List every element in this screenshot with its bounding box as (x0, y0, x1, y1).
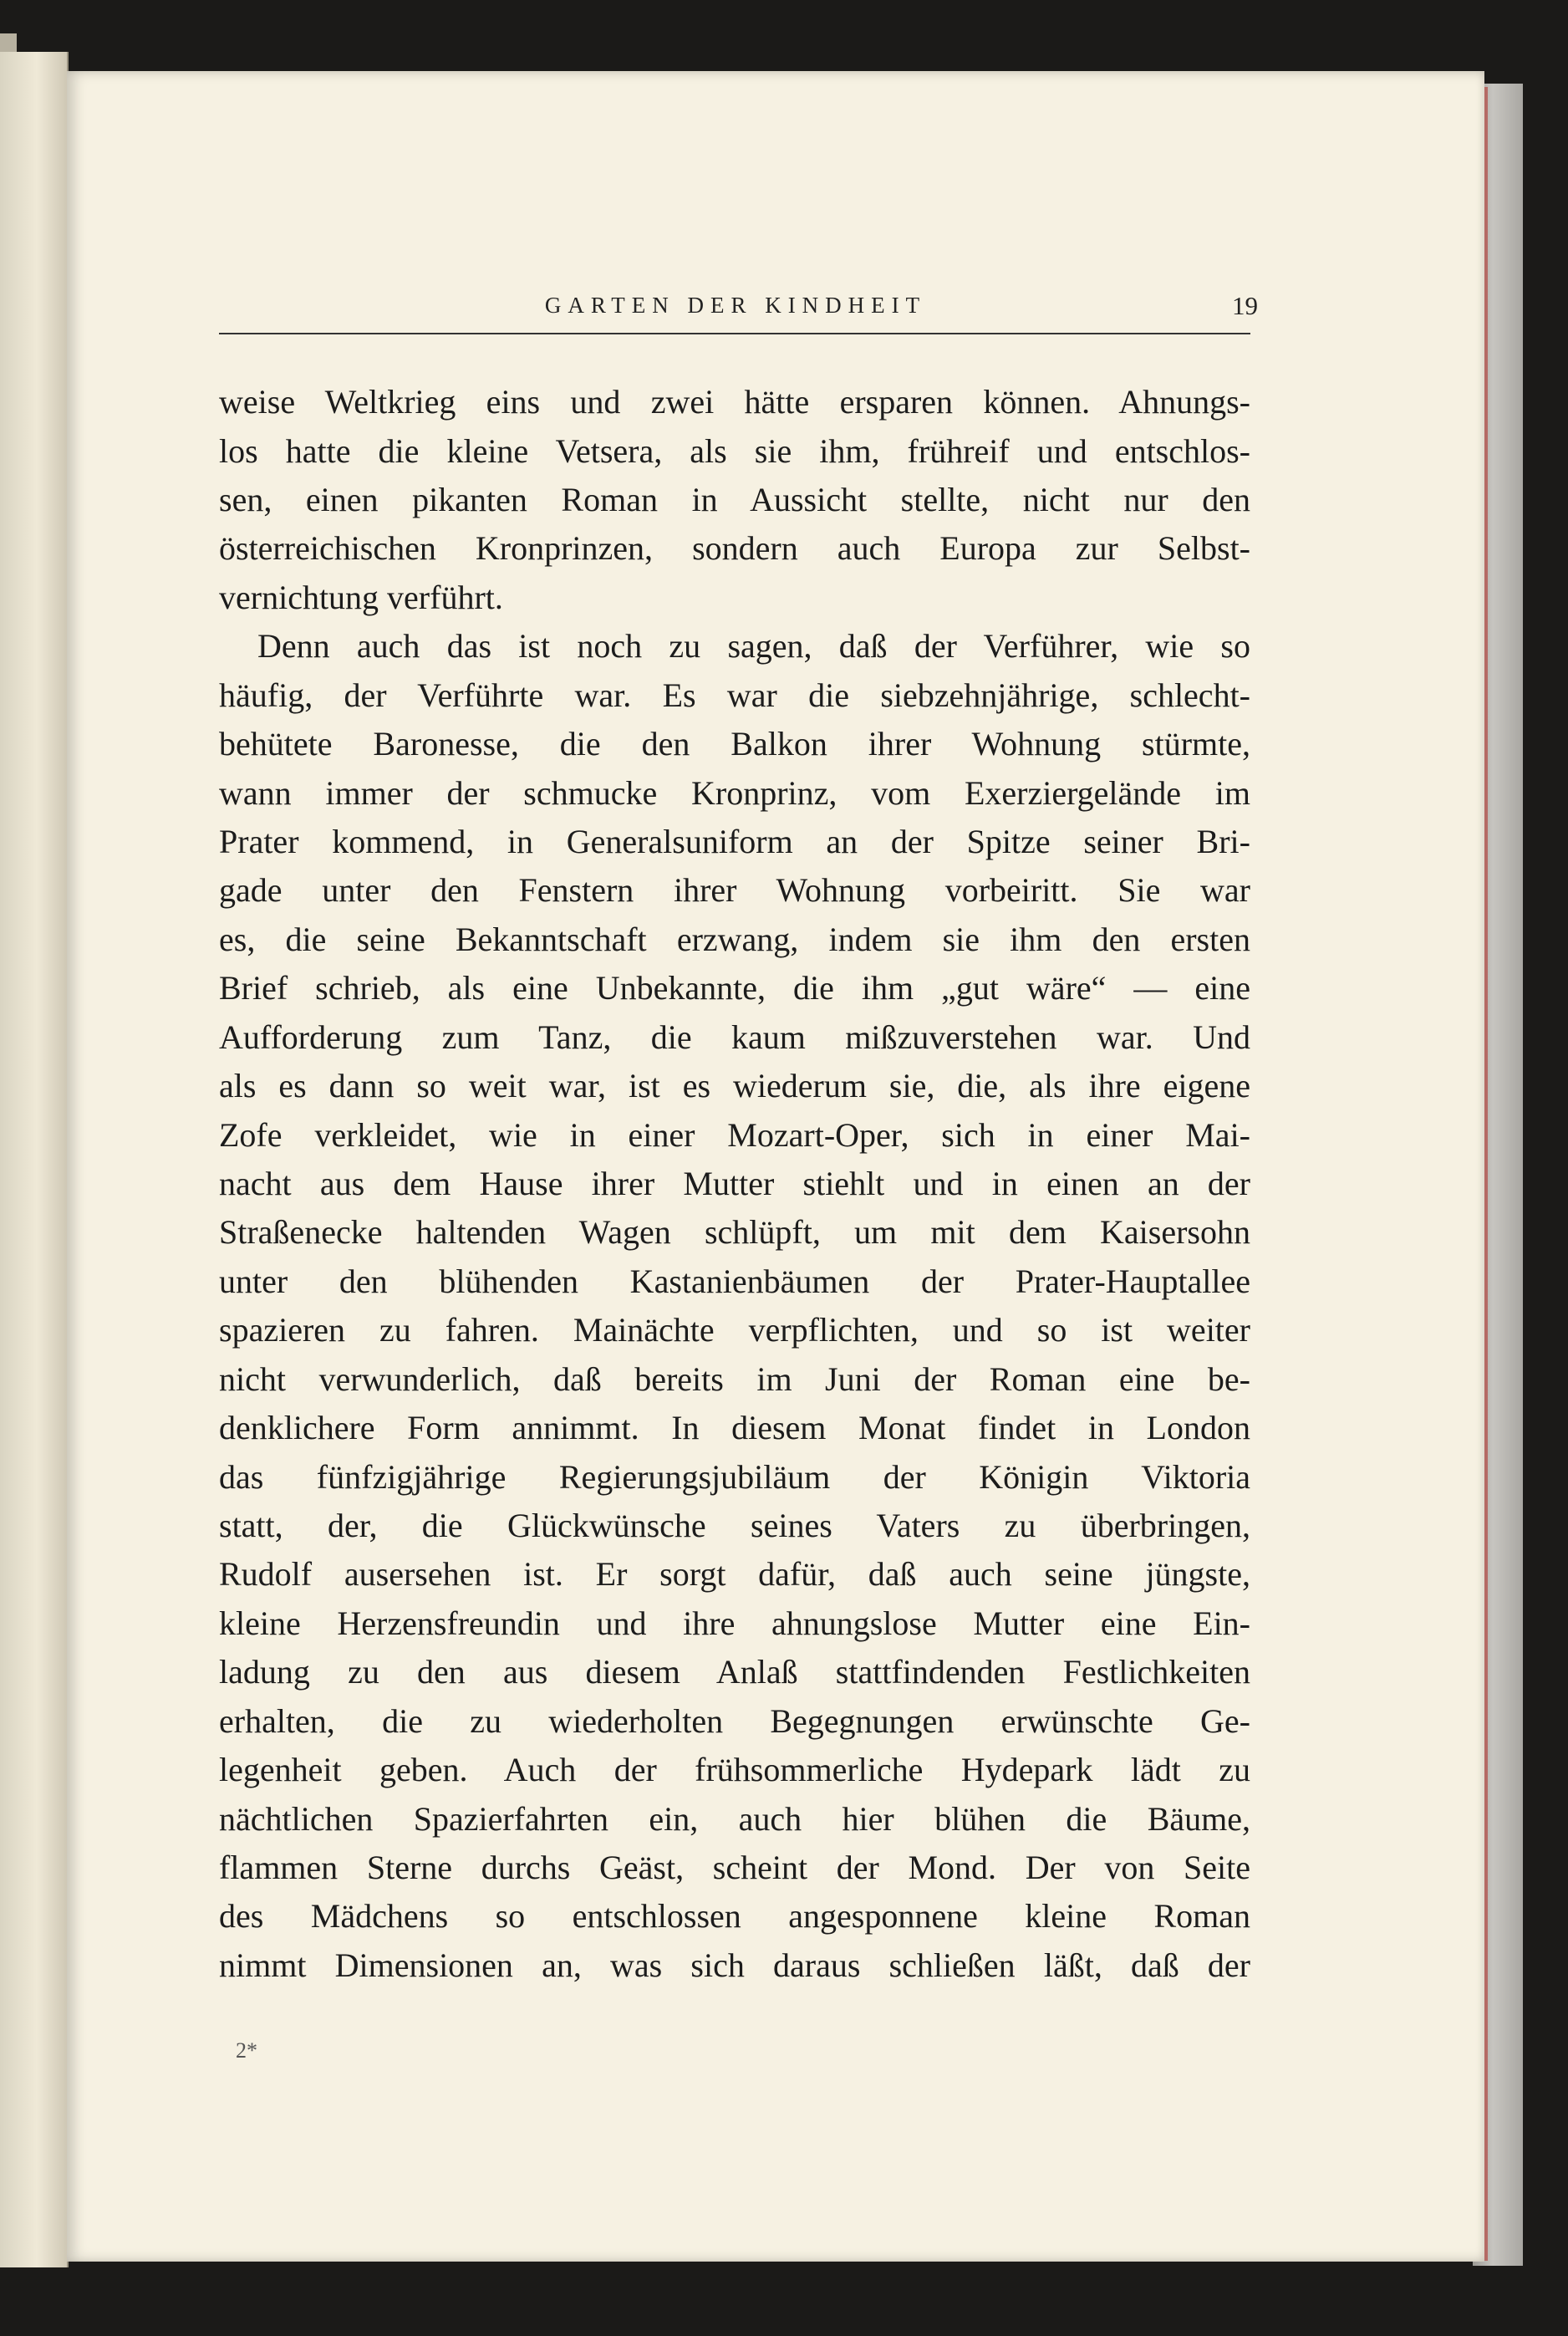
text-line: weise Weltkrieg eins und zwei hätte ersparen können. Ahnungs- (219, 383, 1250, 421)
text-line: des Mädchens so entschlossen angesponnene kleine Roman (219, 1897, 1250, 1935)
header-rule (219, 333, 1250, 334)
text-line: statt, der, die Glückwünsche seines Vaters zu überbringen, (219, 1507, 1250, 1544)
text-line: sen, einen pikanten Roman in Aussicht stellte, nicht nur den (219, 481, 1250, 518)
text-line: spazieren zu fahren. Mainächte verpflichten, und so ist weiter (219, 1311, 1250, 1349)
text-line: los hatte die kleine Vetsera, als sie ihm, frühreif und entschlos- (219, 432, 1250, 470)
text-line: Denn auch das ist noch zu sagen, daß der Verführer, wie so (257, 627, 1250, 665)
text-line: nicht verwunderlich, daß bereits im Juni der Roman eine be- (219, 1360, 1250, 1398)
text-line: unter den blühenden Kastanienbäumen der Prater-Hauptallee (219, 1262, 1250, 1300)
text-line: ladung zu den aus diesem Anlaß stattfindenden Festlichkeiten (219, 1653, 1250, 1691)
text-line: nimmt Dimensionen an, was sich daraus schließen läßt, daß der (219, 1946, 1250, 1984)
text-line: als es dann so weit war, ist es wiederum sie, die, als ihre eigene (219, 1067, 1250, 1104)
text-line: wann immer der schmucke Kronprinz, vom Exerziergelände im (219, 774, 1250, 812)
text-line: denklichere Form annimmt. In diesem Monat findet in London (219, 1409, 1250, 1446)
text-line: kleine Herzensfreundin und ihre ahnungslose Mutter eine Ein- (219, 1604, 1250, 1642)
text-line: Straßenecke haltenden Wagen schlüpft, um mit dem Kaisersohn (219, 1213, 1250, 1251)
text-line: Brief schrieb, als eine Unbekannte, die ihm „gut wäre“ — eine (219, 969, 1250, 1007)
text-line: das fünfzigjährige Regierungsjubiläum der Königin Viktoria (219, 1458, 1250, 1496)
text-line: flammen Sterne durchs Geäst, scheint der Mond. Der von Seite (219, 1849, 1250, 1886)
text-line: erhalten, die zu wiederholten Begegnungen erwünschte Ge- (219, 1702, 1250, 1740)
signature-mark: 2* (236, 2038, 257, 2063)
text-line: behütete Baronesse, die den Balkon ihrer Wohnung stürmte, (219, 725, 1250, 763)
text-line: Prater kommend, in Generalsuniform an der Spitze seiner Bri- (219, 823, 1250, 860)
text-line: Zofe verkleidet, wie in einer Mozart-Oper, sich in einer Mai- (219, 1116, 1250, 1154)
page-number: 19 (1232, 291, 1258, 320)
text-line: nächtlichen Spazierfahrten ein, auch hier blühen die Bäume, (219, 1800, 1250, 1838)
text-line: Rudolf ausersehen ist. Er sorgt dafür, daß auch seine jüngste, (219, 1555, 1250, 1593)
text-line: vernichtung verführt. (219, 579, 503, 616)
text-line: gade unter den Fenstern ihrer Wohnung vorbeiritt. Sie war (219, 871, 1250, 909)
text-line: legenheit geben. Auch der frühsommerliche Hydepark lädt zu (219, 1751, 1250, 1788)
left-page-edge (0, 52, 69, 2267)
running-head: GARTEN DER KINDHEIT (544, 293, 927, 318)
text-line: Aufforderung zum Tanz, die kaum mißzuverstehen war. Und (219, 1018, 1250, 1056)
text-line: häufig, der Verführte war. Es war die siebzehnjährige, schlecht- (219, 676, 1250, 714)
text-line: österreichischen Kronprinzen, sondern auch Europa zur Selbst- (219, 529, 1250, 567)
text-line: es, die seine Bekanntschaft erzwang, indem sie ihm den ersten (219, 921, 1250, 958)
text-line: nacht aus dem Hause ihrer Mutter stiehlt und in einen an der (219, 1165, 1250, 1202)
